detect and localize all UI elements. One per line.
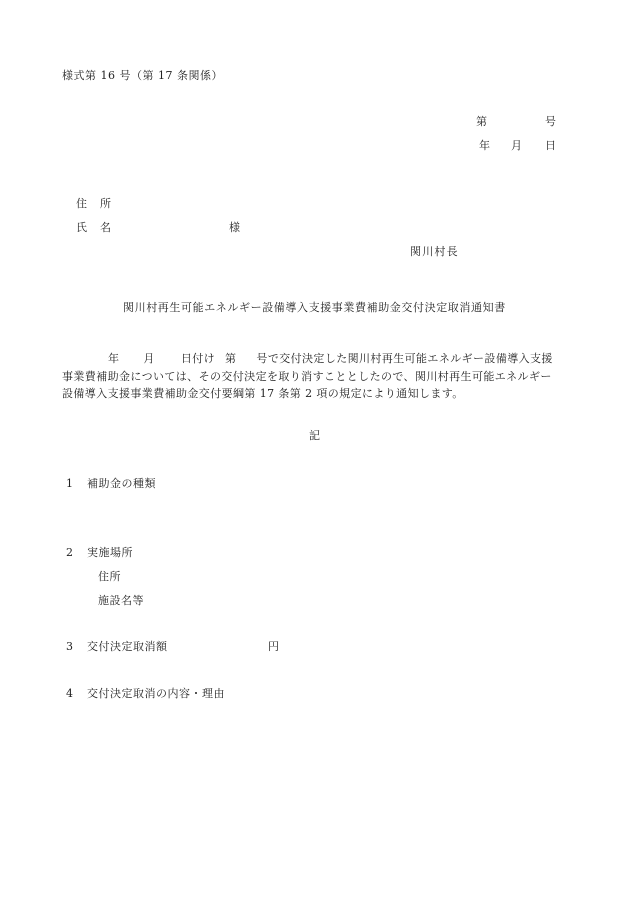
item3-number: 3	[66, 640, 74, 653]
document-title: 関川村再生可能エネルギー設備導入支援事業費補助金交付決定取消通知書	[123, 301, 506, 314]
item2-label: 実施場所	[87, 546, 133, 559]
date-day: 日	[545, 139, 557, 152]
form-label: 様式第 16 号（第 17 条関係）	[62, 69, 223, 82]
date-year: 年	[479, 139, 491, 152]
honorific-sama: 様	[229, 221, 241, 234]
item4-label: 交付決定取消の内容・理由	[87, 687, 225, 700]
body-paragraph	[62, 350, 568, 403]
body-dai: 第	[225, 352, 237, 365]
doc-number-go: 号	[545, 115, 557, 128]
doc-number-dai: 第	[476, 115, 488, 128]
ki-heading: 記	[309, 429, 321, 442]
item1-number: 1	[66, 477, 74, 490]
item2-number: 2	[66, 546, 74, 559]
item2-sub-facility: 施設名等	[98, 594, 144, 607]
issuer: 関川村長	[410, 245, 459, 258]
body-line-1	[62, 350, 568, 368]
body-month: 月	[143, 352, 155, 365]
item2-sub-address: 住所	[98, 570, 121, 583]
name-label: 氏 名	[76, 221, 112, 234]
body-day-dated: 日付け	[180, 352, 216, 365]
body-year: 年	[108, 352, 120, 365]
body-line1-rest: 号で交付決定した関川村再生可能エネルギー設備導入支援	[256, 352, 553, 365]
item4-number: 4	[66, 687, 74, 700]
item3-label: 交付決定取消額	[87, 640, 168, 653]
address-label: 住 所	[76, 197, 112, 210]
item3-unit-yen: 円	[268, 640, 280, 653]
body-line-2: 事業費補助金については、その交付決定を取り消すこととしたので、関川村再生可能エネルギー	[62, 369, 552, 383]
date-month: 月	[511, 139, 523, 152]
body-line-3: 設備導入支援事業費補助金交付要綱第 17 条第 2 項の規定により通知します。	[62, 387, 464, 400]
item1-label: 補助金の種類	[87, 477, 156, 490]
